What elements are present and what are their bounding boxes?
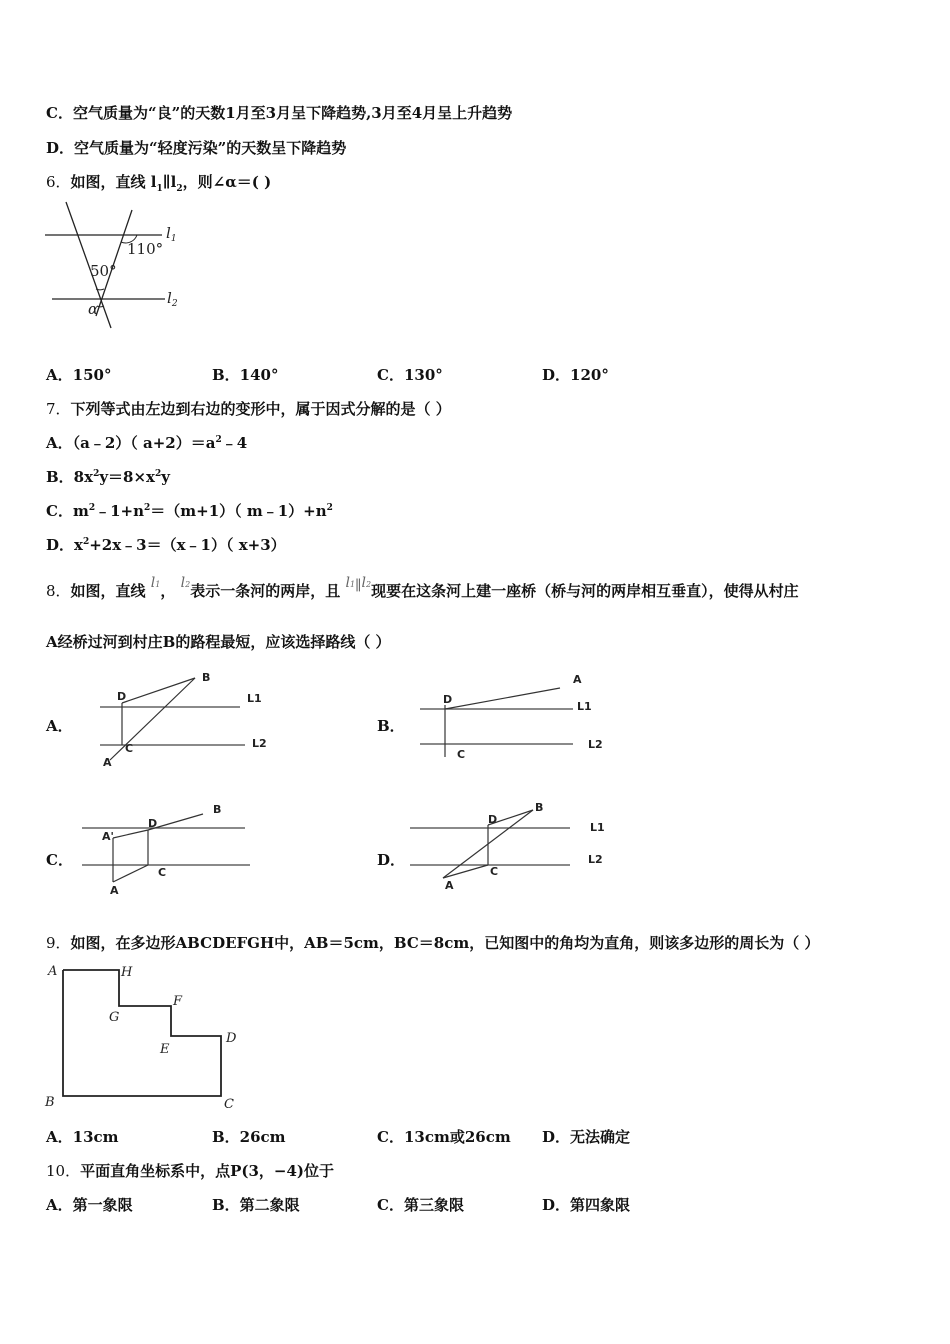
q8-inline-l1b	[345, 575, 355, 591]
q10-stem-text: 平面直角坐标系中，点P(3，−4)位于	[80, 1162, 335, 1180]
q8a-point-d: D	[117, 690, 127, 703]
q8-label-b: B．	[377, 717, 405, 735]
q6-number: 6．	[46, 173, 71, 191]
q8a-label-l2: L2	[252, 737, 267, 750]
q8b-point-a: A	[573, 673, 582, 686]
q8d-point-d: D	[488, 813, 498, 826]
q9-option-d: D．无法确定	[542, 1128, 631, 1146]
q9-vertex-e: E	[160, 1042, 170, 1057]
q8c-point-b: B	[213, 803, 222, 816]
q6-option-a: A．150°	[46, 366, 112, 384]
q8-t1: 如图，直线	[70, 582, 146, 600]
q8a-label-l1: L1	[247, 692, 262, 705]
q9-vertex-b: B	[45, 1095, 55, 1110]
q9-vertex-g: G	[109, 1010, 120, 1025]
q6-label-l2: $l_2$	[167, 289, 178, 309]
q7-a-post: ﹣4	[221, 434, 248, 452]
q8-l2-sub: 2	[185, 580, 191, 589]
q8-inline-l2	[181, 575, 191, 591]
q10-option-d: D．第四象限	[542, 1196, 631, 1214]
q8-l2-letter: l	[180, 575, 186, 591]
q8-l2b-letter: l	[361, 575, 366, 591]
q9-figure	[40, 958, 250, 1118]
q8a-point-a: A	[103, 756, 112, 769]
q8b-point-d: D	[443, 693, 453, 706]
q8c-point-c: C	[158, 866, 167, 879]
q7-d-pre: D．x	[46, 536, 83, 554]
q7-d-sup: 2	[82, 537, 90, 547]
q7-b-sup: 2	[93, 469, 100, 479]
q8d-label-l2: L2	[588, 853, 603, 866]
q7-option-a	[46, 432, 247, 453]
q8d-point-c: C	[490, 865, 499, 878]
q9-option-a: A．13cm	[46, 1128, 119, 1146]
q8-l1-letter: l	[150, 575, 156, 591]
q8c-point-aprime: A'	[102, 830, 114, 843]
q9-stem	[46, 932, 819, 953]
q7-option-c	[46, 500, 333, 521]
q8-t3: 现要在这条河上建一座桥（桥与河的两岸相互垂直），使得从村庄	[371, 582, 799, 600]
q7-c-sup: 2	[88, 503, 96, 513]
q9-vertex-a: A	[48, 964, 58, 979]
q8d-point-a: A	[445, 879, 454, 892]
q6-angle-50: 50°	[90, 262, 117, 280]
q8-stem-line1	[46, 575, 799, 601]
q7-b-mid: y＝8×x	[99, 468, 155, 486]
q8a-point-b: B	[202, 671, 211, 684]
q7-c-pre: C．m	[46, 502, 89, 520]
q6-sub2: 2	[176, 184, 183, 194]
q6-stem-b: ，则∠α＝( )	[182, 173, 272, 191]
q8b-label-l1: L1	[577, 700, 592, 713]
q8-inline-parallel: ∥	[355, 578, 362, 594]
q8-comma: ，	[160, 582, 176, 600]
q9-number: 9．	[46, 934, 71, 952]
q8-t2: 表示一条河的两岸，且	[190, 582, 341, 600]
q6-angle-110: 110°	[127, 240, 164, 258]
q8-l1b-sub: 1	[349, 580, 356, 589]
q5-option-c: C．空气质量为“良”的天数1月至3月呈下降趋势,3月至4月呈上升趋势	[46, 104, 513, 122]
q6-angle-alpha: α	[88, 300, 99, 318]
q9-vertex-c: C	[224, 1097, 234, 1112]
q6-stem	[46, 171, 271, 192]
q10-number: 10．	[46, 1162, 81, 1180]
q7-d-post: +2x﹣3＝（x﹣1）（ x+3）	[89, 536, 286, 554]
q6-stem-mid: ∥l	[162, 173, 177, 191]
q10-option-c: C．第三象限	[377, 1196, 464, 1214]
q9-option-b: B．26cm	[212, 1128, 286, 1146]
q8b-label-l2: L2	[588, 738, 603, 751]
q7-b-sup2: 2	[155, 469, 162, 479]
q7-c-sup2: 2	[144, 503, 151, 513]
q9-vertex-d: D	[226, 1031, 237, 1046]
q6-figure	[40, 196, 200, 336]
q9-option-c: C．13cm或26cm	[377, 1128, 511, 1146]
q9-stem-text: 如图，在多边形ABCDEFGH中，AB＝5cm，BC＝8cm，已知图中的角均为直角，则该多边形的周长为（ ）	[70, 934, 820, 952]
q10-option-b: B．第二象限	[212, 1196, 300, 1214]
q8-figure-c	[80, 800, 255, 900]
q8-inline-l1	[151, 575, 161, 591]
q7-b-pre: B．8x	[46, 468, 94, 486]
q5-option-d: D．空气质量为“轻度污染”的天数呈下降趋势	[46, 139, 347, 157]
q8-inline-l2b	[362, 575, 372, 591]
q8-stem-line2: A经桥过河到村庄B的路程最短，应该选择路线（ ）	[46, 633, 391, 651]
q7-a-sup: 2	[215, 435, 222, 445]
q8-l1-sub: 1	[155, 580, 161, 589]
q8-label-c: C．	[46, 851, 73, 869]
q6-option-d: D．120°	[542, 366, 609, 384]
q8c-point-d: D	[148, 817, 158, 830]
q8-number: 8．	[46, 582, 71, 600]
q7-b-post: y	[161, 468, 170, 486]
q8-label-d: D．	[377, 851, 406, 869]
q7-stem-text: 下列等式由左边到右边的变形中，属于因式分解的是（ ）	[70, 400, 451, 418]
q6-label-l1: $l_1$	[166, 224, 177, 244]
q7-number: 7．	[46, 400, 71, 418]
q10-stem	[46, 1160, 334, 1181]
q7-a-pre: A．（a﹣2）（ a+2）＝a	[46, 434, 216, 452]
q7-c-mid: ﹣1+n	[95, 502, 144, 520]
q8-figure-a	[95, 670, 285, 770]
q8-label-a: A．	[46, 717, 73, 735]
q6-sub1: 1	[156, 184, 163, 194]
q9-vertex-f: F	[173, 994, 183, 1009]
q8c-point-a: A	[110, 884, 119, 897]
q8-l1b-letter: l	[345, 575, 350, 591]
q6-stem-a: 如图，直线 l	[70, 173, 157, 191]
q7-option-b	[46, 466, 170, 487]
q7-option-d	[46, 534, 286, 555]
q8-figure-d	[405, 798, 615, 898]
q6-option-b: B．140°	[212, 366, 279, 384]
q7-stem	[46, 398, 451, 419]
q7-c-mid2: ＝（m+1）（ m﹣1）+n	[150, 502, 327, 520]
q7-c-sup3: 2	[326, 503, 333, 513]
q10-option-a: A．第一象限	[46, 1196, 133, 1214]
q9-vertex-h: H	[121, 965, 133, 980]
q8a-point-c: C	[125, 742, 134, 755]
q8b-point-c: C	[457, 748, 466, 761]
q8-figure-b	[415, 672, 615, 767]
q8d-point-b: B	[535, 801, 544, 814]
q8-l2b-sub: 2	[365, 580, 372, 589]
q6-option-c: C．130°	[377, 366, 443, 384]
q8d-label-l1: L1	[590, 821, 605, 834]
